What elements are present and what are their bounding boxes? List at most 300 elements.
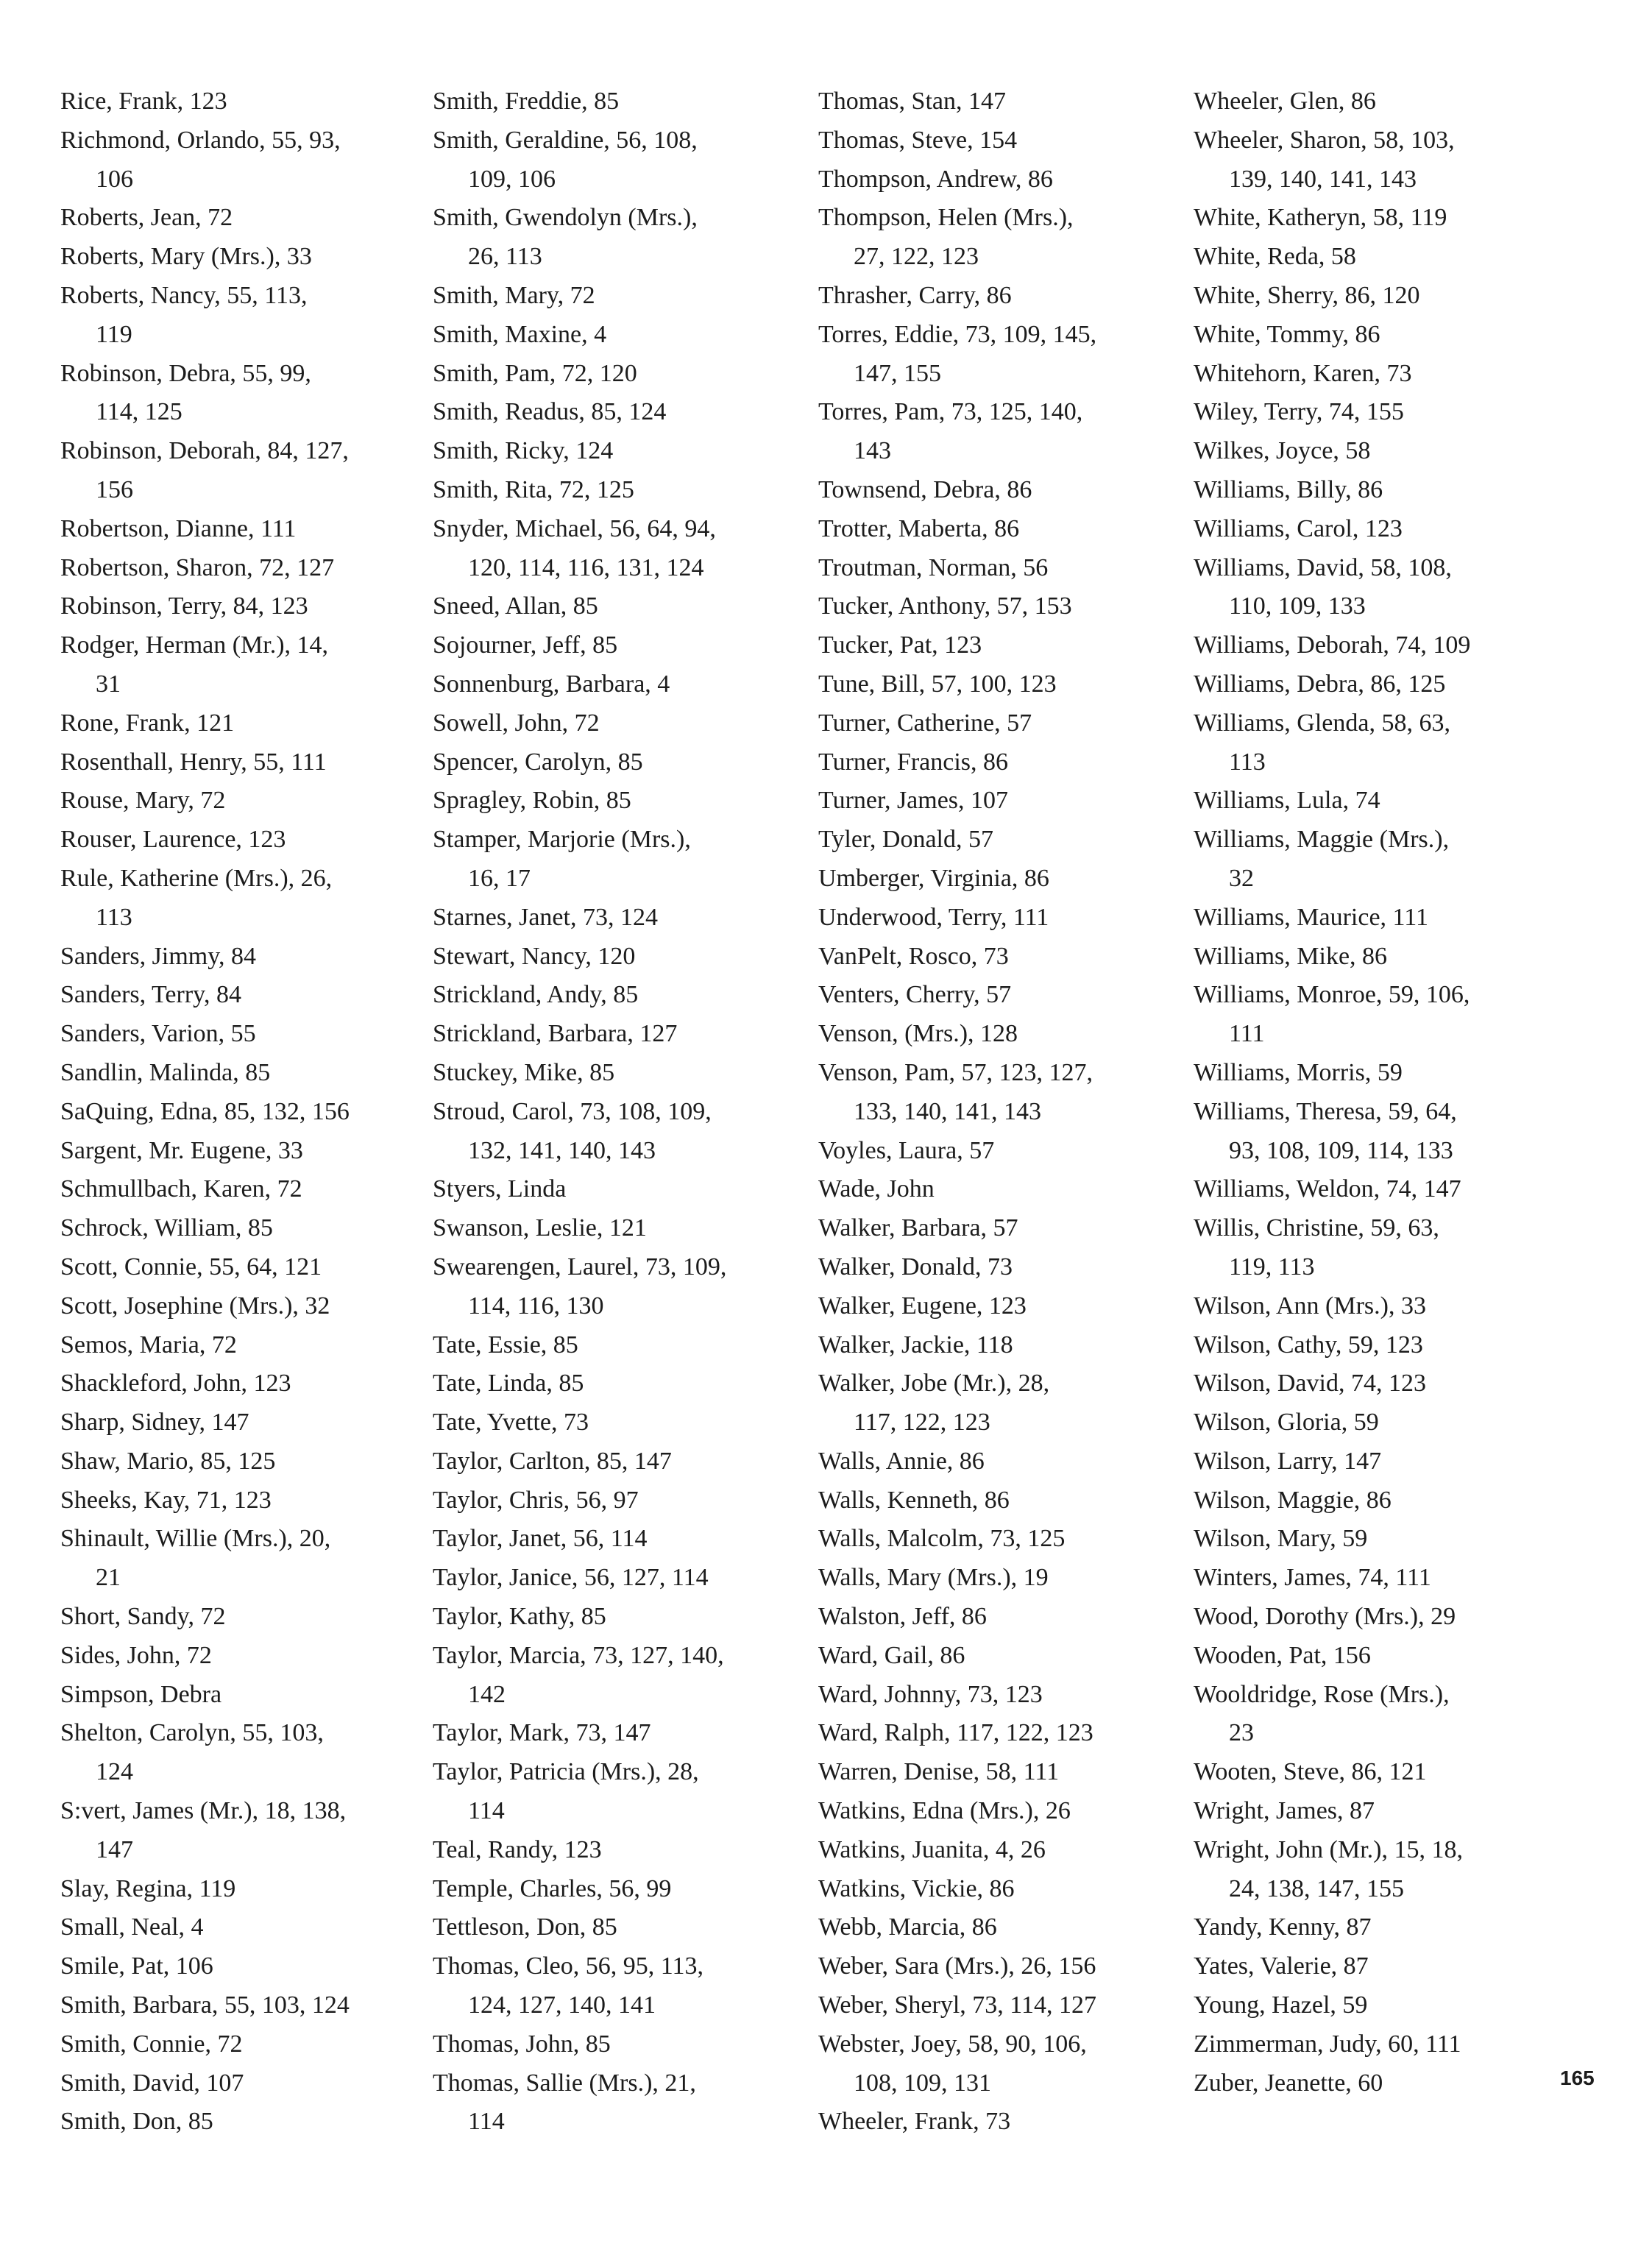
index-entry-continuation: 120, 114, 116, 131, 124 (468, 553, 704, 581)
index-entry (60, 976, 350, 1015)
index-entry-line: Simpson, Debra (60, 1680, 222, 1708)
index-entry (433, 1870, 726, 1909)
index-entry-line: Ward, Ralph, 117, 122, 123 (818, 1719, 1093, 1747)
index-entry-line: Williams, Weldon, 74, 147 (1194, 1175, 1461, 1203)
index-entry-line: Tate, Linda, 85 (433, 1370, 584, 1398)
index-entry-line: Small, Neal, 4 (60, 1913, 204, 1941)
index-column-4 (1194, 82, 1470, 2103)
index-entry-line: Tettleson, Don, 85 (433, 1913, 617, 1941)
index-entry-continuation: 117, 122, 123 (854, 1409, 990, 1437)
index-entry-line: Rone, Frank, 121 (60, 709, 235, 737)
index-entry (60, 1520, 350, 1598)
index-entry-line: Tate, Essie, 85 (433, 1331, 578, 1359)
index-entry-line: Schrock, William, 85 (60, 1214, 273, 1242)
index-entry (433, 1054, 726, 1093)
index-entry-line: Smith, Connie, 72 (60, 2030, 243, 2058)
index-entry-line: Yates, Valerie, 87 (1194, 1952, 1369, 1980)
index-entry-line: Wright, James, 87 (1194, 1797, 1375, 1825)
index-entry-line: Yandy, Kenny, 87 (1194, 1913, 1372, 1941)
index-entry-line: Spencer, Carolyn, 85 (433, 748, 643, 776)
index-entry-continuation: 93, 108, 109, 114, 133 (1229, 1136, 1453, 1164)
index-entry (1194, 1442, 1470, 1481)
index-entry (818, 1170, 1096, 1209)
index-entry (433, 1598, 726, 1637)
index-entry-line: Weber, Sara (Mrs.), 26, 156 (818, 1952, 1096, 1980)
index-entry-line: Watkins, Edna (Mrs.), 26 (818, 1797, 1071, 1825)
index-entry (60, 1986, 350, 2025)
index-entry-line: Venson, Pam, 57, 123, 127, (818, 1058, 1093, 1086)
index-entry (818, 1364, 1096, 1442)
index-entry-line: Wilkes, Joyce, 58 (1194, 437, 1371, 465)
index-entry (60, 1403, 350, 1442)
index-entry-line: Williams, Morris, 59 (1194, 1058, 1403, 1086)
index-entry (60, 1326, 350, 1365)
index-entry-line: Troutman, Norman, 56 (818, 553, 1049, 581)
index-entry-line: Young, Hazel, 59 (1194, 1991, 1368, 2019)
index-entry (60, 1792, 350, 1870)
index-entry-line: Robinson, Deborah, 84, 127, (60, 437, 349, 465)
index-entry (433, 121, 726, 199)
index-entry-line: Teal, Randy, 123 (433, 1835, 602, 1863)
index-entry-line: Richmond, Orlando, 55, 93, (60, 126, 341, 154)
index-entry-line: Swanson, Leslie, 121 (433, 1214, 647, 1242)
index-entry-line: Taylor, Janice, 56, 127, 114 (433, 1564, 709, 1592)
index-entry (433, 1248, 726, 1326)
index-entry-line: Turner, Catherine, 57 (818, 709, 1032, 737)
index-entry (818, 1015, 1096, 1054)
index-entry (60, 704, 350, 743)
index-entry-line: Rule, Katherine (Mrs.), 26, (60, 864, 333, 892)
index-entry (433, 432, 726, 471)
index-entry (60, 355, 350, 433)
index-entry (818, 1326, 1096, 1365)
index-entry (818, 1986, 1096, 2025)
index-entry-line: Sanders, Varion, 55 (60, 1020, 256, 1048)
index-entry-line: Smith, Ricky, 124 (433, 437, 614, 465)
index-entry-line: Thomas, Sallie (Mrs.), 21, (433, 2069, 696, 2097)
index-entry (818, 899, 1096, 938)
index-entry-line: Walls, Mary (Mrs.), 19 (818, 1564, 1049, 1592)
index-entry-line: Snyder, Michael, 56, 64, 94, (433, 514, 716, 542)
index-entry (433, 1015, 726, 1054)
index-entry-line: Trotter, Maberta, 86 (818, 514, 1020, 542)
index-entry (433, 199, 726, 277)
index-entry-line: Smith, Geraldine, 56, 108, (433, 126, 698, 154)
index-entry-line: Walker, Donald, 73 (818, 1253, 1013, 1281)
index-entry (1194, 1598, 1470, 1637)
index-entry-line: Williams, Maggie (Mrs.), (1194, 826, 1450, 854)
index-entry (1194, 1093, 1470, 1171)
index-entry-line: Stuckey, Mike, 85 (433, 1058, 615, 1086)
index-entry-line: Roberts, Mary (Mrs.), 33 (60, 243, 312, 271)
index-entry (60, 1714, 350, 1792)
index-entry-line: Schmullbach, Karen, 72 (60, 1175, 302, 1203)
index-entry-line: Smith, Gwendolyn (Mrs.), (433, 204, 698, 232)
index-entry (60, 277, 350, 355)
index-entry-line: Shackleford, John, 123 (60, 1370, 291, 1398)
index-entry (1194, 1170, 1470, 1209)
index-entry (818, 1908, 1096, 1947)
index-entry (1194, 626, 1470, 665)
index-entry-continuation: 27, 122, 123 (854, 243, 979, 271)
index-entry (818, 1248, 1096, 1287)
index-entry-line: Wilson, Maggie, 86 (1194, 1486, 1392, 1514)
index-entry-line: Willis, Christine, 59, 63, (1194, 1214, 1439, 1242)
index-entry-line: Starnes, Janet, 73, 124 (433, 903, 658, 931)
index-entry (818, 510, 1096, 549)
index-entry-line: White, Tommy, 86 (1194, 320, 1380, 348)
index-entry (433, 976, 726, 1015)
index-entry-continuation: 110, 109, 133 (1229, 592, 1366, 620)
index-entry-line: Smile, Pat, 106 (60, 1952, 213, 1980)
index-entry (60, 938, 350, 977)
index-entry-continuation: 119, 113 (1229, 1253, 1315, 1281)
index-entry (60, 626, 350, 704)
index-entry-continuation: 139, 140, 141, 143 (1229, 165, 1417, 193)
index-entry-line: Smith, Barbara, 55, 103, 124 (60, 1991, 350, 2019)
index-entry-line: Smith, Freddie, 85 (433, 88, 620, 115)
index-entry-continuation: 106 (96, 165, 133, 193)
index-entry (1194, 1403, 1470, 1442)
index-entry (433, 471, 726, 510)
index-entry (818, 1287, 1096, 1326)
index-entry (1194, 1637, 1470, 1676)
index-entry (60, 1908, 350, 1947)
index-entry (60, 432, 350, 510)
index-entry (1194, 355, 1470, 394)
index-entry-line: Williams, Maurice, 111 (1194, 903, 1429, 931)
index-entry (60, 1054, 350, 1093)
index-entry (433, 82, 726, 121)
index-entry (433, 393, 726, 432)
index-entry-line: Voyles, Laura, 57 (818, 1136, 995, 1164)
index-entry (818, 743, 1096, 782)
index-entry-line: Rosenthall, Henry, 55, 111 (60, 748, 327, 776)
index-entry (433, 1093, 726, 1171)
index-entry-line: Tune, Bill, 57, 100, 123 (818, 670, 1057, 698)
index-entry-line: Webb, Marcia, 86 (818, 1913, 997, 1941)
index-entry-line: Shelton, Carolyn, 55, 103, (60, 1719, 324, 1747)
index-entry (433, 2064, 726, 2142)
index-entry (818, 626, 1096, 665)
index-entry-continuation: 16, 17 (468, 864, 531, 892)
index-entry-line: Tyler, Donald, 57 (818, 826, 993, 854)
index-entry-continuation: 114 (468, 1797, 505, 1825)
index-entry-line: Rodger, Herman (Mr.), 14, (60, 631, 329, 659)
index-entry-line: Stroud, Carol, 73, 108, 109, (433, 1097, 712, 1125)
index-entry-line: SaQuing, Edna, 85, 132, 156 (60, 1097, 350, 1125)
index-entry (60, 1637, 350, 1676)
index-entry (1194, 1209, 1470, 1287)
index-entry-line: Smith, Pam, 72, 120 (433, 359, 637, 387)
index-entry-line: Smith, Readus, 85, 124 (433, 398, 667, 426)
index-entry (433, 1326, 726, 1365)
index-entry (1194, 549, 1470, 627)
index-entry (1194, 899, 1470, 938)
index-entry (60, 1481, 350, 1520)
index-entry-line: Thompson, Andrew, 86 (818, 165, 1053, 193)
index-entry-line: Temple, Charles, 56, 99 (433, 1874, 672, 1902)
index-entry (818, 471, 1096, 510)
index-entry (818, 316, 1096, 394)
index-entry-line: Williams, Deborah, 74, 109 (1194, 631, 1471, 659)
index-entry-line: Taylor, Patricia (Mrs.), 28, (433, 1758, 699, 1786)
index-entry-line: Sandlin, Malinda, 85 (60, 1058, 271, 1086)
index-entry-line: Smith, Mary, 72 (433, 281, 595, 309)
index-entry-line: Williams, Debra, 86, 125 (1194, 670, 1446, 698)
index-entry (433, 782, 726, 821)
index-entry-line: Wiley, Terry, 74, 155 (1194, 398, 1404, 426)
index-entry (433, 1753, 726, 1831)
index-entry (818, 1054, 1096, 1132)
index-entry-line: Taylor, Carlton, 85, 147 (433, 1447, 672, 1475)
index-entry (818, 1637, 1096, 1676)
index-entry (433, 316, 726, 355)
index-entry-line: Sojourner, Jeff, 85 (433, 631, 618, 659)
index-entry-line: Thrasher, Carry, 86 (818, 281, 1012, 309)
index-entry (1194, 277, 1470, 316)
index-entry (60, 1132, 350, 1171)
index-entry (1194, 821, 1470, 899)
index-entry (1194, 510, 1470, 549)
index-entry (818, 1520, 1096, 1559)
index-entry-continuation: 132, 141, 140, 143 (468, 1136, 656, 1164)
index-entry (60, 510, 350, 549)
index-entry (60, 1093, 350, 1132)
index-entry-line: Williams, Mike, 86 (1194, 942, 1388, 970)
index-entry-line: Venters, Cherry, 57 (818, 981, 1012, 1009)
index-entry-line: Thomas, John, 85 (433, 2030, 611, 2058)
index-entry (1194, 704, 1470, 782)
index-entry (818, 782, 1096, 821)
index-entry-line: Walls, Kenneth, 86 (818, 1486, 1010, 1514)
index-entry-line: Taylor, Janet, 56, 114 (433, 1525, 648, 1553)
index-entry (60, 1947, 350, 1986)
index-entry-line: Tucker, Pat, 123 (818, 631, 982, 659)
index-entry-line: Williams, Theresa, 59, 64, (1194, 1097, 1457, 1125)
index-entry-continuation: 111 (1229, 1020, 1265, 1048)
index-entry-line: Sowell, John, 72 (433, 709, 600, 737)
index-entry (60, 587, 350, 626)
index-entry-line: Thomas, Stan, 147 (818, 88, 1006, 115)
index-entry (818, 2103, 1096, 2142)
index-entry-continuation: 114 (468, 2108, 505, 2136)
index-entry (818, 938, 1096, 977)
index-entry-line: Williams, Monroe, 59, 106, (1194, 981, 1470, 1009)
index-entry (818, 665, 1096, 704)
index-entry-line: Ward, Gail, 86 (818, 1641, 965, 1669)
index-entry (818, 2025, 1096, 2103)
index-entry-line: Smith, Rita, 72, 125 (433, 475, 634, 503)
index-entry (60, 1248, 350, 1287)
index-entry-line: Sargent, Mr. Eugene, 33 (60, 1136, 303, 1164)
index-entry (60, 821, 350, 860)
index-entry-line: Webster, Joey, 58, 90, 106, (818, 2030, 1087, 2058)
index-entry (433, 1364, 726, 1403)
index-entry-line: Turner, James, 107 (818, 787, 1009, 815)
index-entry (818, 587, 1096, 626)
index-entry (1194, 238, 1470, 277)
index-entry-line: Smith, David, 107 (60, 2069, 244, 2097)
index-entry-line: Williams, David, 58, 108, (1194, 553, 1452, 581)
index-entry-line: Sides, John, 72 (60, 1641, 212, 1669)
index-entry-continuation: 26, 113 (468, 243, 542, 271)
index-entry-line: Shinault, Willie (Mrs.), 20, (60, 1525, 331, 1553)
index-entry-line: Scott, Josephine (Mrs.), 32 (60, 1292, 330, 1320)
index-entry-continuation: 119 (96, 320, 132, 348)
index-entry (1194, 1364, 1470, 1403)
index-entry (818, 1753, 1096, 1792)
index-entry (433, 510, 726, 588)
index-entry-line: Wright, John (Mr.), 15, 18, (1194, 1835, 1463, 1863)
index-entry-continuation: 32 (1229, 864, 1254, 892)
index-entry-line: Ward, Johnny, 73, 123 (818, 1680, 1043, 1708)
index-entry-continuation: 156 (96, 475, 133, 503)
index-entry-line: Wooden, Pat, 156 (1194, 1641, 1371, 1669)
index-entry (818, 1714, 1096, 1753)
index-entry (818, 1598, 1096, 1637)
index-entry-line: Rouser, Laurence, 123 (60, 826, 286, 854)
index-entry (1194, 1792, 1470, 1831)
index-entry-line: Roberts, Jean, 72 (60, 204, 233, 232)
index-entry-line: Underwood, Terry, 111 (818, 903, 1049, 931)
index-entry (433, 355, 726, 394)
index-entry-line: Watkins, Juanita, 4, 26 (818, 1835, 1046, 1863)
index-entry (1194, 938, 1470, 977)
index-entry-line: Smith, Don, 85 (60, 2108, 213, 2136)
index-entry-line: Winters, James, 74, 111 (1194, 1564, 1431, 1592)
index-entry-line: Sonnenburg, Barbara, 4 (433, 670, 670, 698)
index-entry-line: Styers, Linda (433, 1175, 567, 1203)
index-entry-line: VanPelt, Rosco, 73 (818, 942, 1009, 970)
index-entry (818, 976, 1096, 1015)
index-entry-line: Wilson, Larry, 147 (1194, 1447, 1382, 1475)
index-entry-line: Sharp, Sidney, 147 (60, 1409, 249, 1437)
index-entry (433, 1170, 726, 1209)
index-entry (433, 821, 726, 899)
index-entry (818, 277, 1096, 316)
index-entry (60, 782, 350, 821)
index-entry-line: Scott, Connie, 55, 64, 121 (60, 1253, 322, 1281)
index-entry (1194, 1520, 1470, 1559)
index-entry (818, 393, 1096, 471)
index-entry-line: Taylor, Chris, 56, 97 (433, 1486, 639, 1514)
index-entry-line: Wheeler, Glen, 86 (1194, 88, 1376, 115)
index-entry (60, 1364, 350, 1403)
index-entry-line: Shaw, Mario, 85, 125 (60, 1447, 276, 1475)
index-column-3 (818, 82, 1096, 2142)
index-entry-continuation: 113 (96, 903, 132, 931)
index-entry-line: Robertson, Dianne, 111 (60, 514, 297, 542)
index-entry (433, 1559, 726, 1598)
index-entry-continuation: 108, 109, 131 (854, 2069, 991, 2097)
index-entry (1194, 199, 1470, 238)
index-entry (1194, 393, 1470, 432)
index-entry (433, 277, 726, 316)
index-entry-line: Wilson, David, 74, 123 (1194, 1370, 1426, 1398)
index-entry-line: Venson, (Mrs.), 128 (818, 1020, 1018, 1048)
index-entry-line: Robinson, Terry, 84, 123 (60, 592, 308, 620)
index-entry-line: Walls, Annie, 86 (818, 1447, 985, 1475)
index-entry-line: Taylor, Kathy, 85 (433, 1603, 606, 1631)
index-entry-line: Sneed, Allan, 85 (433, 592, 598, 620)
index-entry-continuation: 114, 116, 130 (468, 1292, 604, 1320)
index-entry (818, 121, 1096, 160)
index-entry (1194, 1054, 1470, 1093)
index-entry-continuation: 114, 125 (96, 398, 182, 426)
index-entry-line: Warren, Denise, 58, 111 (818, 1758, 1060, 1786)
index-entry-line: Whitehorn, Karen, 73 (1194, 359, 1412, 387)
index-entry (818, 860, 1096, 899)
index-entry-line: Torres, Eddie, 73, 109, 145, (818, 320, 1097, 348)
index-entry-line: Walker, Barbara, 57 (818, 1214, 1018, 1242)
index-entry-line: Smith, Maxine, 4 (433, 320, 607, 348)
index-entry-continuation: 124 (96, 1758, 133, 1786)
index-entry-continuation: 142 (468, 1680, 506, 1708)
index-entry (818, 1132, 1096, 1171)
index-entry (60, 1287, 350, 1326)
index-entry (818, 199, 1096, 277)
index-entry-line: Strickland, Andy, 85 (433, 981, 639, 1009)
index-entry-line: Williams, Billy, 86 (1194, 475, 1383, 503)
index-entry-line: Townsend, Debra, 86 (818, 475, 1032, 503)
index-column-2 (433, 82, 726, 2142)
index-entry-continuation: 109, 106 (468, 165, 556, 193)
index-entry-line: Spragley, Robin, 85 (433, 787, 631, 815)
index-entry-line: Stamper, Marjorie (Mrs.), (433, 826, 691, 854)
index-entry-line: Torres, Pam, 73, 125, 140, (818, 398, 1083, 426)
index-entry-line: Slay, Regina, 119 (60, 1874, 236, 1902)
index-entry-line: S:vert, James (Mr.), 18, 138, (60, 1797, 347, 1825)
index-entry-line: Taylor, Marcia, 73, 127, 140, (433, 1641, 724, 1669)
index-entry (818, 160, 1096, 199)
index-entry-continuation: 113 (1229, 748, 1266, 776)
index-entry-line: Roberts, Nancy, 55, 113, (60, 281, 308, 309)
index-entry (818, 1481, 1096, 1520)
index-entry-line: Zimmerman, Judy, 60, 111 (1194, 2030, 1461, 2058)
index-entry (818, 1792, 1096, 1831)
index-entry-line: Tate, Yvette, 73 (433, 1409, 589, 1437)
index-entry (60, 199, 350, 238)
index-entry-continuation: 31 (96, 670, 121, 698)
index-entry (60, 1676, 350, 1715)
index-entry (60, 1209, 350, 1248)
index-entry-line: Williams, Carol, 123 (1194, 514, 1403, 542)
index-entry (1194, 471, 1470, 510)
index-entry (433, 1908, 726, 1947)
index-entry-line: Sanders, Jimmy, 84 (60, 942, 257, 970)
index-entry (433, 1481, 726, 1520)
index-entry (60, 1870, 350, 1909)
index-entry (1194, 2064, 1470, 2103)
index-entry-continuation: 23 (1229, 1719, 1254, 1747)
index-entry-line: Weber, Sheryl, 73, 114, 127 (818, 1991, 1097, 2019)
index-entry (60, 549, 350, 588)
index-entry-line: Robinson, Debra, 55, 99, (60, 359, 311, 387)
index-entry-line: Wilson, Mary, 59 (1194, 1525, 1368, 1553)
index-entry-line: Semos, Maria, 72 (60, 1331, 237, 1359)
index-entry (433, 1637, 726, 1715)
index-entry-line: Walston, Jeff, 86 (818, 1603, 987, 1631)
index-column-1 (60, 82, 350, 2142)
index-entry (1194, 1753, 1470, 1792)
index-entry-line: Stewart, Nancy, 120 (433, 942, 636, 970)
index-entry (818, 1676, 1096, 1715)
index-entry (1194, 1481, 1470, 1520)
index-entry (60, 1170, 350, 1209)
index-entry (1194, 1986, 1470, 2025)
index-entry-line: Wilson, Ann (Mrs.), 33 (1194, 1292, 1426, 1320)
